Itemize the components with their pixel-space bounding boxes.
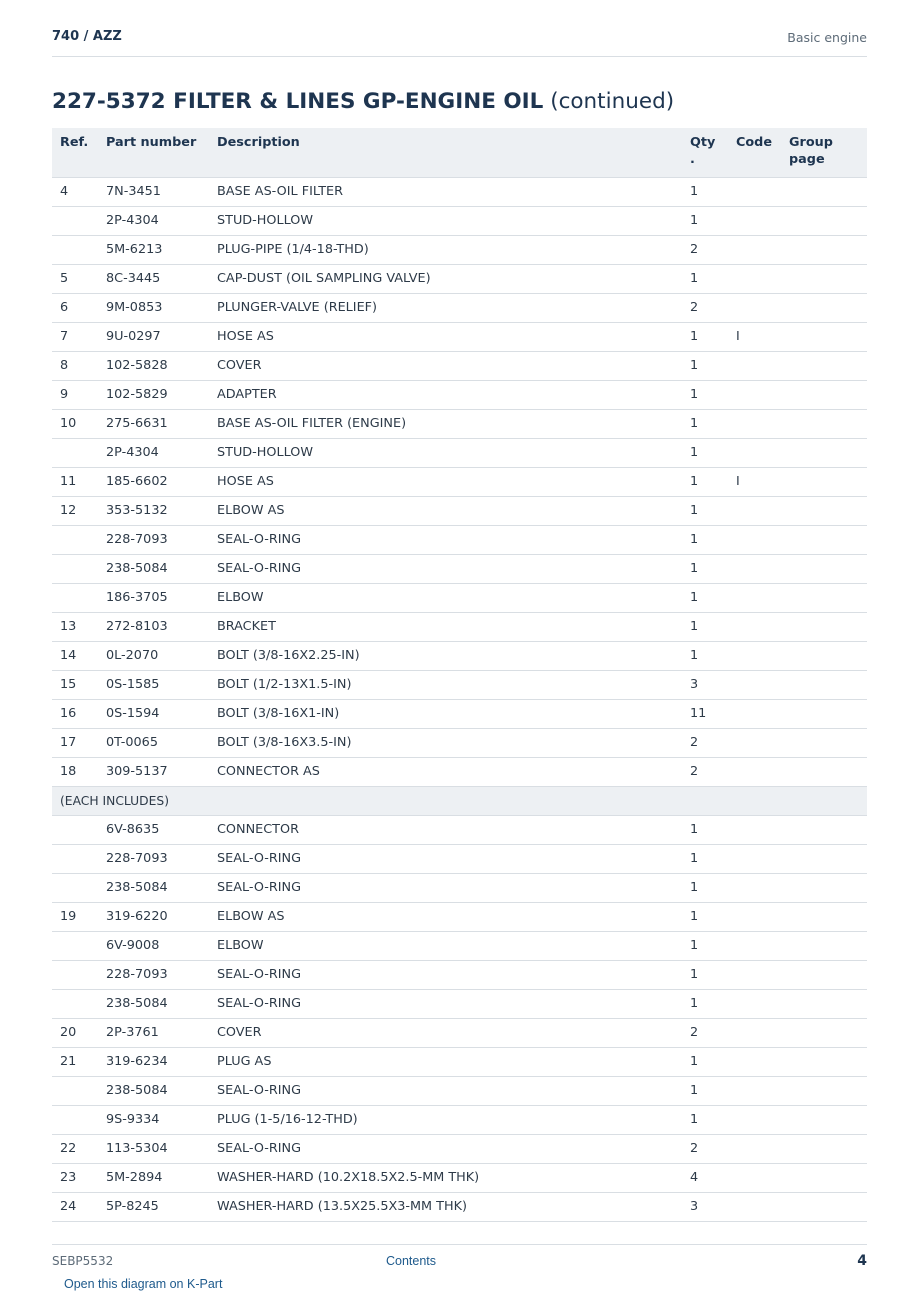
- description-cell: SEAL-O-RING: [209, 989, 682, 1018]
- parts-table-body: [52, 177, 867, 1221]
- part-number-cell: 185-6602: [98, 467, 209, 496]
- code-cell: [728, 989, 781, 1018]
- ref-cell: 9: [52, 380, 98, 409]
- group-page-cell: [781, 641, 867, 670]
- part-number-cell: 238-5084: [98, 1076, 209, 1105]
- part-number-cell: 228-7093: [98, 525, 209, 554]
- code-cell: [728, 641, 781, 670]
- group-page-cell: [781, 177, 867, 206]
- column-header-part-number: Part number: [98, 128, 209, 177]
- qty-cell: 1: [682, 206, 728, 235]
- section-label: Basic engine: [787, 30, 867, 45]
- code-cell: [728, 670, 781, 699]
- code-cell: [728, 583, 781, 612]
- description-cell: BOLT (3/8-16X2.25-IN): [209, 641, 682, 670]
- description-cell: BASE AS-OIL FILTER: [209, 177, 682, 206]
- qty-cell: 1: [682, 467, 728, 496]
- part-number-cell: 6V-9008: [98, 931, 209, 960]
- qty-cell: 2: [682, 293, 728, 322]
- table-row: [52, 1105, 867, 1134]
- part-number-cell: 0S-1594: [98, 699, 209, 728]
- code-cell: [728, 1192, 781, 1221]
- description-cell: CAP-DUST (OIL SAMPLING VALVE): [209, 264, 682, 293]
- table-row: [52, 1047, 867, 1076]
- code-cell: [728, 496, 781, 525]
- table-row: [52, 1163, 867, 1192]
- description-cell: BASE AS-OIL FILTER (ENGINE): [209, 409, 682, 438]
- ref-cell: [52, 844, 98, 873]
- table-header-row: [52, 128, 867, 177]
- code-cell: [728, 902, 781, 931]
- code-cell: [728, 351, 781, 380]
- group-page-cell: [781, 1047, 867, 1076]
- part-number-cell: 7N-3451: [98, 177, 209, 206]
- code-cell: [728, 177, 781, 206]
- table-row: [52, 583, 867, 612]
- description-cell: SEAL-O-RING: [209, 1134, 682, 1163]
- table-row: [52, 177, 867, 206]
- title-suffix: (continued): [543, 89, 675, 114]
- ref-cell: [52, 583, 98, 612]
- ref-cell: [52, 815, 98, 844]
- part-number-cell: 0L-2070: [98, 641, 209, 670]
- code-cell: [728, 554, 781, 583]
- group-page-cell: [781, 235, 867, 264]
- qty-cell: 1: [682, 583, 728, 612]
- part-number-cell: 9U-0297: [98, 322, 209, 351]
- code-cell: I: [728, 322, 781, 351]
- part-number-cell: 5M-2894: [98, 1163, 209, 1192]
- description-cell: CONNECTOR AS: [209, 757, 682, 786]
- code-cell: [728, 1076, 781, 1105]
- description-cell: ELBOW AS: [209, 496, 682, 525]
- description-cell: COVER: [209, 1018, 682, 1047]
- qty-cell: 2: [682, 1018, 728, 1047]
- qty-cell: 1: [682, 322, 728, 351]
- ref-cell: 21: [52, 1047, 98, 1076]
- group-page-cell: [781, 670, 867, 699]
- code-cell: [728, 699, 781, 728]
- table-row: [52, 409, 867, 438]
- code-cell: [728, 1105, 781, 1134]
- column-header-ref: Ref.: [52, 128, 98, 177]
- qty-cell: 1: [682, 177, 728, 206]
- code-cell: [728, 206, 781, 235]
- ref-cell: 11: [52, 467, 98, 496]
- qty-cell: 4: [682, 1163, 728, 1192]
- qty-cell: 1: [682, 873, 728, 902]
- qty-cell: 1: [682, 351, 728, 380]
- table-row: [52, 989, 867, 1018]
- qty-cell: 1: [682, 380, 728, 409]
- contents-link[interactable]: Contents: [386, 1254, 437, 1268]
- table-row: [52, 902, 867, 931]
- qty-cell: 1: [682, 496, 728, 525]
- code-cell: [728, 1047, 781, 1076]
- table-row: [52, 641, 867, 670]
- table-row: [52, 206, 867, 235]
- description-cell: CONNECTOR: [209, 815, 682, 844]
- description-cell: WASHER-HARD (10.2X18.5X2.5-MM THK): [209, 1163, 682, 1192]
- qty-cell: 3: [682, 670, 728, 699]
- model-label: 740 / AZZ: [52, 29, 122, 44]
- qty-cell: 1: [682, 815, 728, 844]
- group-page-cell: [781, 409, 867, 438]
- group-page-cell: [781, 1163, 867, 1192]
- page-number: 4: [857, 1253, 867, 1269]
- part-number-cell: 5M-6213: [98, 235, 209, 264]
- qty-cell: 1: [682, 264, 728, 293]
- table-note-row: [52, 786, 867, 815]
- part-number-cell: 0T-0065: [98, 728, 209, 757]
- table-row: [52, 873, 867, 902]
- code-cell: [728, 1134, 781, 1163]
- group-page-cell: [781, 380, 867, 409]
- table-row: [52, 612, 867, 641]
- group-page-cell: [781, 293, 867, 322]
- table-row: [52, 264, 867, 293]
- qty-cell: 1: [682, 960, 728, 989]
- table-row: [52, 235, 867, 264]
- part-number-cell: 113-5304: [98, 1134, 209, 1163]
- ref-cell: 19: [52, 902, 98, 931]
- table-row: [52, 757, 867, 786]
- code-cell: [728, 960, 781, 989]
- group-page-cell: [781, 496, 867, 525]
- description-cell: ELBOW AS: [209, 902, 682, 931]
- part-number-cell: 5P-8245: [98, 1192, 209, 1221]
- part-number-cell: 2P-4304: [98, 438, 209, 467]
- part-number-cell: 319-6234: [98, 1047, 209, 1076]
- ref-cell: [52, 989, 98, 1018]
- qty-cell: 2: [682, 1134, 728, 1163]
- description-cell: BOLT (3/8-16X3.5-IN): [209, 728, 682, 757]
- code-cell: I: [728, 467, 781, 496]
- table-row: [52, 351, 867, 380]
- ref-cell: 13: [52, 612, 98, 641]
- ref-cell: 17: [52, 728, 98, 757]
- part-number-cell: 8C-3445: [98, 264, 209, 293]
- description-cell: HOSE AS: [209, 322, 682, 351]
- ref-cell: 18: [52, 757, 98, 786]
- column-header-code: Code: [728, 128, 781, 177]
- description-cell: SEAL-O-RING: [209, 873, 682, 902]
- table-row: [52, 1076, 867, 1105]
- description-cell: SEAL-O-RING: [209, 1076, 682, 1105]
- code-cell: [728, 844, 781, 873]
- table-row: [52, 960, 867, 989]
- code-cell: [728, 264, 781, 293]
- description-cell: SEAL-O-RING: [209, 525, 682, 554]
- description-cell: PLUG-PIPE (1/4-18-THD): [209, 235, 682, 264]
- ref-cell: 8: [52, 351, 98, 380]
- code-cell: [728, 409, 781, 438]
- ref-cell: 5: [52, 264, 98, 293]
- group-page-cell: [781, 554, 867, 583]
- code-cell: [728, 438, 781, 467]
- description-cell: PLUG (1-5/16-12-THD): [209, 1105, 682, 1134]
- description-cell: SEAL-O-RING: [209, 960, 682, 989]
- qty-cell: 1: [682, 1105, 728, 1134]
- top-header: [52, 28, 867, 57]
- table-row: [52, 554, 867, 583]
- part-number-cell: 309-5137: [98, 757, 209, 786]
- part-number-cell: 0S-1585: [98, 670, 209, 699]
- ref-cell: [52, 1105, 98, 1134]
- group-page-cell: [781, 902, 867, 931]
- group-page-cell: [781, 583, 867, 612]
- table-row: [52, 699, 867, 728]
- qty-cell: 2: [682, 235, 728, 264]
- part-number-cell: 238-5084: [98, 554, 209, 583]
- group-page-cell: [781, 1192, 867, 1221]
- ref-cell: [52, 206, 98, 235]
- ref-cell: 24: [52, 1192, 98, 1221]
- description-cell: ELBOW: [209, 583, 682, 612]
- group-page-cell: [781, 728, 867, 757]
- table-row: [52, 293, 867, 322]
- group-page-cell: [781, 1018, 867, 1047]
- ref-cell: 6: [52, 293, 98, 322]
- group-page-cell: [781, 757, 867, 786]
- qty-cell: 1: [682, 438, 728, 467]
- group-page-cell: [781, 960, 867, 989]
- table-row: [52, 322, 867, 351]
- ref-cell: 15: [52, 670, 98, 699]
- ref-cell: [52, 873, 98, 902]
- description-cell: COVER: [209, 351, 682, 380]
- code-cell: [728, 931, 781, 960]
- qty-cell: 1: [682, 612, 728, 641]
- part-number-cell: 228-7093: [98, 960, 209, 989]
- column-header-description: Description: [209, 128, 682, 177]
- description-cell: SEAL-O-RING: [209, 554, 682, 583]
- group-page-cell: [781, 989, 867, 1018]
- part-number-cell: 102-5829: [98, 380, 209, 409]
- qty-cell: 2: [682, 757, 728, 786]
- group-page-cell: [781, 931, 867, 960]
- code-cell: [728, 293, 781, 322]
- ref-cell: 16: [52, 699, 98, 728]
- code-cell: [728, 728, 781, 757]
- qty-cell: 1: [682, 844, 728, 873]
- description-cell: PLUG AS: [209, 1047, 682, 1076]
- code-cell: [728, 380, 781, 409]
- table-row: [52, 525, 867, 554]
- part-number-cell: 102-5828: [98, 351, 209, 380]
- code-cell: [728, 1018, 781, 1047]
- ref-cell: [52, 931, 98, 960]
- parts-table: [52, 128, 867, 1222]
- column-header-qty: Qty .: [682, 128, 728, 177]
- qty-cell: 1: [682, 525, 728, 554]
- description-cell: PLUNGER-VALVE (RELIEF): [209, 293, 682, 322]
- group-page-cell: [781, 467, 867, 496]
- part-number-cell: 2P-3761: [98, 1018, 209, 1047]
- qty-cell: 2: [682, 728, 728, 757]
- code-cell: [728, 235, 781, 264]
- group-page-cell: [781, 844, 867, 873]
- code-cell: [728, 612, 781, 641]
- column-header-group-page: Group page: [781, 128, 867, 177]
- ref-cell: 22: [52, 1134, 98, 1163]
- part-number-cell: 238-5084: [98, 989, 209, 1018]
- description-cell: ELBOW: [209, 931, 682, 960]
- ref-cell: 4: [52, 177, 98, 206]
- group-page-cell: [781, 815, 867, 844]
- page-title: [52, 89, 674, 114]
- part-number-cell: 275-6631: [98, 409, 209, 438]
- description-cell: SEAL-O-RING: [209, 844, 682, 873]
- part-number-cell: 9M-0853: [98, 293, 209, 322]
- ref-cell: 10: [52, 409, 98, 438]
- part-number-cell: 319-6220: [98, 902, 209, 931]
- ref-cell: 14: [52, 641, 98, 670]
- group-page-cell: [781, 1134, 867, 1163]
- table-row: [52, 467, 867, 496]
- group-page-cell: [781, 438, 867, 467]
- table-row: [52, 728, 867, 757]
- table-row: [52, 438, 867, 467]
- part-number-cell: 9S-9334: [98, 1105, 209, 1134]
- table-row: [52, 815, 867, 844]
- qty-cell: 1: [682, 641, 728, 670]
- table-row: [52, 1018, 867, 1047]
- footer: [52, 1244, 867, 1291]
- description-cell: BOLT (1/2-13X1.5-IN): [209, 670, 682, 699]
- description-cell: STUD-HOLLOW: [209, 206, 682, 235]
- ref-cell: [52, 1076, 98, 1105]
- document-number: SEBP5532: [52, 1254, 114, 1268]
- group-page-cell: [781, 1105, 867, 1134]
- code-cell: [728, 815, 781, 844]
- part-number-cell: 238-5084: [98, 873, 209, 902]
- description-cell: BOLT (3/8-16X1-IN): [209, 699, 682, 728]
- part-number-cell: 186-3705: [98, 583, 209, 612]
- ref-cell: 7: [52, 322, 98, 351]
- table-row: [52, 496, 867, 525]
- description-cell: BRACKET: [209, 612, 682, 641]
- description-cell: ADAPTER: [209, 380, 682, 409]
- part-number-cell: 228-7093: [98, 844, 209, 873]
- group-page-cell: [781, 264, 867, 293]
- description-cell: WASHER-HARD (13.5X25.5X3-MM THK): [209, 1192, 682, 1221]
- table-row: [52, 380, 867, 409]
- part-number-cell: 6V-8635: [98, 815, 209, 844]
- ref-cell: [52, 438, 98, 467]
- qty-cell: 11: [682, 699, 728, 728]
- group-page-cell: [781, 206, 867, 235]
- ref-cell: [52, 960, 98, 989]
- ref-cell: 12: [52, 496, 98, 525]
- qty-cell: 1: [682, 902, 728, 931]
- description-cell: STUD-HOLLOW: [209, 438, 682, 467]
- ref-cell: [52, 554, 98, 583]
- part-number-cell: 353-5132: [98, 496, 209, 525]
- code-cell: [728, 873, 781, 902]
- ref-cell: 23: [52, 1163, 98, 1192]
- part-number-cell: 2P-4304: [98, 206, 209, 235]
- part-number-cell: 272-8103: [98, 612, 209, 641]
- table-row: [52, 931, 867, 960]
- table-row: [52, 844, 867, 873]
- description-cell: HOSE AS: [209, 467, 682, 496]
- qty-cell: 1: [682, 1047, 728, 1076]
- group-page-cell: [781, 699, 867, 728]
- group-page-cell: [781, 322, 867, 351]
- group-page-cell: [781, 612, 867, 641]
- code-cell: [728, 525, 781, 554]
- ref-cell: 20: [52, 1018, 98, 1047]
- title-main: 227-5372 FILTER & LINES GP-ENGINE OIL: [52, 89, 544, 114]
- qty-cell: 3: [682, 1192, 728, 1221]
- table-row: [52, 1134, 867, 1163]
- group-page-cell: [781, 1076, 867, 1105]
- open-diagram-link[interactable]: Open this diagram on K-Part: [64, 1277, 223, 1291]
- qty-cell: 1: [682, 409, 728, 438]
- group-page-cell: [781, 873, 867, 902]
- code-cell: [728, 1163, 781, 1192]
- group-page-cell: [781, 525, 867, 554]
- table-row: [52, 670, 867, 699]
- ref-cell: [52, 235, 98, 264]
- table-row: [52, 1192, 867, 1221]
- qty-cell: 1: [682, 554, 728, 583]
- qty-cell: 1: [682, 989, 728, 1018]
- group-page-cell: [781, 351, 867, 380]
- code-cell: [728, 757, 781, 786]
- ref-cell: [52, 525, 98, 554]
- qty-cell: 1: [682, 931, 728, 960]
- qty-cell: 1: [682, 1076, 728, 1105]
- note-cell: (EACH INCLUDES): [52, 786, 867, 815]
